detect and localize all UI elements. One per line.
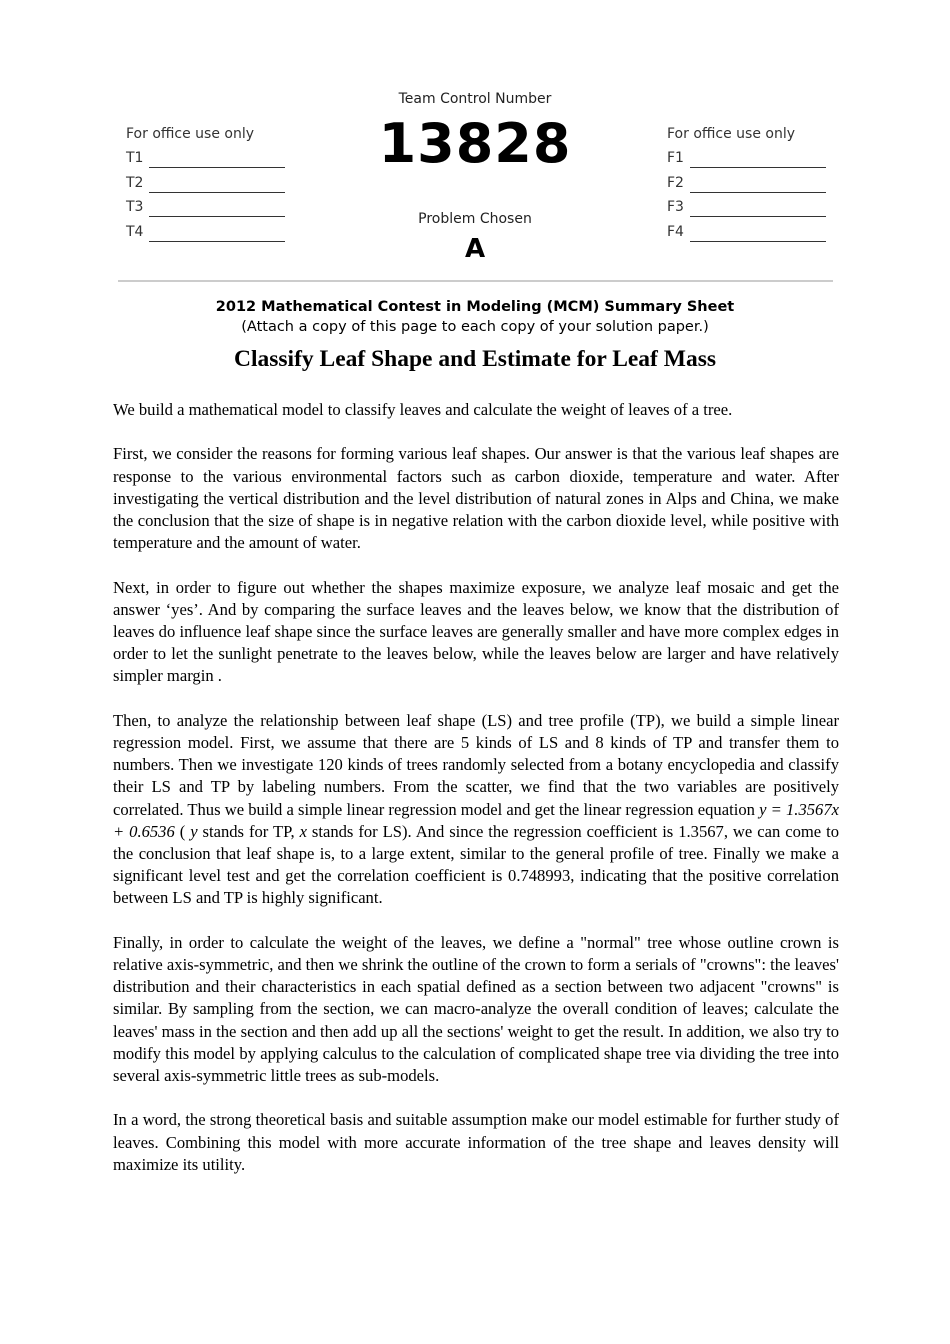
paragraph-intro: We build a mathematical model to classify leaves and calculate the weight of leaves of a tree. — [113, 400, 733, 419]
field-label: F2 — [667, 174, 684, 191]
attach-note: (Attach a copy of this page to each copy of your solution paper.) — [241, 319, 709, 335]
paragraph-leaf-shapes: First, we consider the reasons for forming various leaf shapes. Our answer is that the various leaf shapes are response to the various environmental factors such as carbon dioxide, temperature and water. After investigating the vertical distribution and the level distribution of natural zones in Alps and China, we make the conclusion that the size of shape is in negative relation with the carbon dioxide level, while positive with temperature and the amount of water. — [113, 444, 839, 553]
text: stands for TP, — [197, 821, 300, 841]
field-label: T2 — [126, 174, 144, 191]
text: stands for LS). And since the regression coefficient is 1.3567, we can come to the conclusion that leaf shape is, to a large extent, similar to the general profile of tree. Finally we make a significant level test and get the correlation coefficient is 0.748993, indicating that the positive correlation between LS and TP is highly significant. — [113, 821, 839, 908]
field-label: F1 — [667, 150, 684, 166]
field-label: T4 — [126, 223, 144, 240]
text: ( — [174, 821, 191, 841]
office-use-label: For office use only — [667, 125, 796, 142]
regression-equation: y = 1.3567x + 0.6536 — [113, 799, 839, 841]
paragraph-regression — [113, 710, 839, 910]
problem-chosen-label: Problem Chosen — [418, 211, 532, 227]
var-y: y — [190, 821, 198, 841]
field-label: T3 — [126, 199, 144, 215]
field-label: F3 — [667, 199, 684, 215]
text: Then, to analyze the relationship between leaf shape (LS) and tree profile (TP), we build a simple linear regression model. First, we assume that there are 5 kinds of LS and 8 kinds of TP and transfer them to numbers. Then we investigate 120 kinds of trees randomly selected from a botany encyclopedia and classify their LS and TP by labeling numbers. From the scatter, we find that the two variables are positively correlated. Thus we build a simple linear regression model and get the linear regression equation — [113, 710, 839, 819]
blank-line — [690, 178, 826, 193]
problem-chosen: A — [464, 234, 486, 264]
summary-body — [113, 399, 839, 1198]
office-use-label: For office use only — [126, 125, 255, 142]
paragraph-leaf-mass: Finally, in order to calculate the weight of the leaves, we define a "normal" tree whose outline crown is relative axis-symmetric, and then we shrink the outline of the crown to form a serials of "crowns": the leaves' distribution and their characteristics in each spatial defined as a section between two adjacent "crowns" is similar. By sampling from the section, we can macro-analyze the overall condition of leaves; calculate the leaves' mass in the section and then add up all the sections' weight to get the result. In addition, we also try to modify this model by applying calculus to the calculation of complicated shape tree via dividing the tree into several axis-symmetric little trees as sub-models. — [113, 932, 839, 1086]
paragraph-conclusion: In a word, the strong theoretical basis and suitable assumption make our model estimable for further study of leaves. Combining this model with more accurate information of the tree shape and leaves density will maximize its utility. — [113, 1110, 839, 1174]
contest-title: 2012 Mathematical Contest in Modeling (MCM) Summary Sheet — [215, 299, 735, 315]
var-x: x — [299, 821, 307, 841]
team-control-number: 13828 — [378, 112, 572, 175]
blank-line — [149, 178, 285, 193]
team-control-label: Team Control Number — [398, 91, 552, 107]
field-label: T1 — [126, 150, 144, 166]
paper-title: Classify Leaf Shape and Estimate for Leaf Mass — [234, 346, 716, 372]
field-label: F4 — [667, 223, 684, 240]
paragraph-exposure: Next, in order to figure out whether the shapes maximize exposure, we analyze leaf mosaic and get the answer ‘yes’. And by comparing the surface leaves and the leaves below, we know that the distribution of leaves do influence leaf shape since the surface leaves are generally smaller and have more complex edges in order to let the sunlight penetrate to the leaves below, while the leaves below are larger and have relatively simpler margin . — [113, 577, 839, 686]
divider — [118, 280, 833, 282]
